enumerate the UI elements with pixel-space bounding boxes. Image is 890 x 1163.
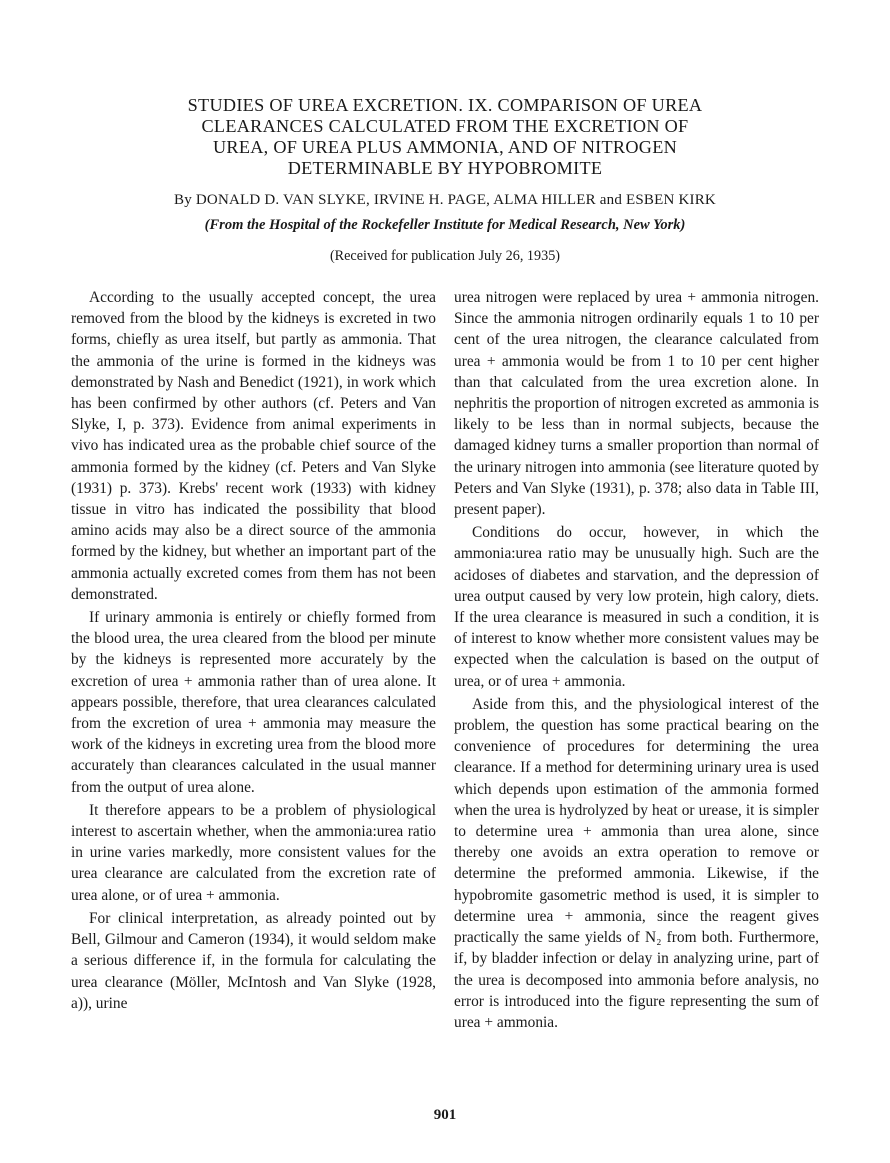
affiliation: (From the Hospital of the Rockefeller Institute for Medical Research, New York) [204, 217, 686, 233]
title-line: DETERMINABLE BY HYPOBROMITE [287, 158, 603, 178]
paragraph-continued: urea nitrogen were replaced by urea + ammonia nitrogen. Since the ammonia nitrogen ordinarily equals 1 to 10 per cent of the urea nitrogen, the clearance calculated from urea + ammonia would be from 1 to 10 per cent higher than that calculated from the urea excretion alone. In nephritis the proportion of nitrogen excreted as ammonia is likely to be less than in normal subjects, because the damaged kidney turns a smaller proportion than normal of the urinary nitrogen into ammonia (see literature quoted by Peters and Van Slyke (1931), p. 378; also data in Table III, present paper). [454, 289, 820, 519]
left-column [71, 287, 436, 1014]
paragraph: Aside from this, and the physiological interest of the problem, the question has some practical bearing on the convenience of procedures for determining the urea clearance. If a method for determining urinary urea is used which depends upon estimation of the ammonia formed when the urea is hydrolyzed by heat or urease, it is simpler to determine urea + ammonia than urea alone, since thereby one avoids an extra operation to remove or determine the preformed ammonia. Likewise, if the hypobromite gasometric method is used, it is simpler to determine urea + ammonia, since the reagent gives practically the same yields of N₂ from both. Furthermore, if, by bladder infection or delay in analyzing urine, part of the urea is decomposed into ammonia before analysis, no error is introduced into the figure representing the sum of urea + ammonia. [454, 695, 819, 1031]
page-number: 901 [433, 1107, 457, 1123]
paragraph: According to the usually accepted concept, the urea removed from the blood by the kidneys is excreted in two forms, chiefly as urea itself, but partly as ammonia. That the ammonia of the urine is formed in the kidneys was demonstrated by Nash and Benedict (1921), in work which has been confirmed by other authors (cf. Peters and Van Slyke, I, p. 373). Evidence from animal experiments in vivo has indicated urea as the probable chief source of the ammonia formed by the kidney (cf. Peters and Van Slyke (1931) p. 373). Krebs' recent work (1933) with kidney tissue in vitro has indicated the possibility that blood amino acids may also be a direct source of the ammonia formed by the kidney, but whether an important part of the ammonia actually excreted comes from them has not been demonstrated. [71, 289, 436, 603]
article-title [100, 95, 790, 179]
author-line: By DONALD D. VAN SLYKE, IRVINE H. PAGE, ALMA HILLER and ESBEN KIRK [174, 192, 716, 208]
received-date: (Received for publication July 26, 1935) [329, 248, 561, 264]
paragraph: It therefore appears to be a problem of physiological interest to ascertain whether, when the ammonia:urea ratio in urine varies markedly, more consistent values for the urea clearance are calculated from the excretion rate of urea alone, or of urea + ammonia. [71, 801, 436, 904]
paragraph: Conditions do occur, however, in which the ammonia:urea ratio may be unusually high. Such are the acidoses of diabetes and starvation, and the depression of urea output caused by very low protein, high calory, diets. If the urea clearance is measured in such a condition, it is of interest to know whether more consistent values may be expected when the calculation is based on the output of urea, or of urea + ammonia. [454, 524, 819, 690]
title-line: STUDIES OF UREA EXCRETION. IX. COMPARISON OF UREA [187, 95, 703, 115]
right-column [454, 287, 819, 1033]
title-line: UREA, OF UREA PLUS AMMONIA, AND OF NITROGEN [212, 137, 678, 157]
paragraph: If urinary ammonia is entirely or chiefly formed from the blood urea, the urea cleared from the blood per minute by the kidneys is represented more accurately by the excretion of urea + ammonia rather than of urea alone. It appears possible, therefore, that urea clearances calculated from the excretion of urea + ammonia may measure the work of the kidneys in excreting urea from the blood more accurately than clearances calculated in the usual manner from the output of urea alone. [71, 609, 436, 796]
paragraph: For clinical interpretation, as already pointed out by Bell, Gilmour and Cameron (1934), it would seldom make a serious difference if, in the formula for calculating the urea clearance (Möller, McIntosh and Van Slyke (1928, a)), urine [71, 909, 436, 1012]
title-line: CLEARANCES CALCULATED FROM THE EXCRETION OF [201, 116, 689, 136]
